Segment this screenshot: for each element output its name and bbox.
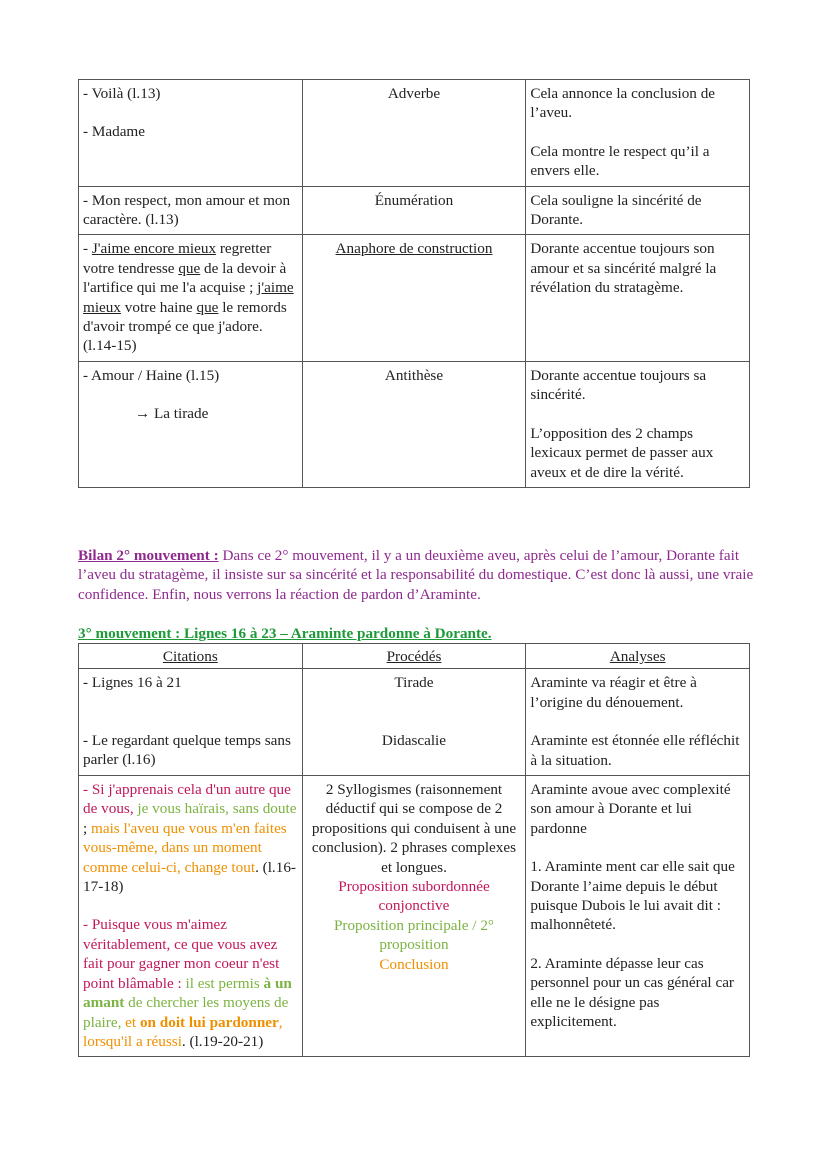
citation-cell <box>79 80 303 187</box>
citation-cell <box>79 776 303 1057</box>
subordinate-clause: - Si j'apprenais cela d'un autre que de vous, <box>83 781 291 818</box>
table-row <box>79 186 750 235</box>
citation-text: - Amour / Haine (l.15) <box>83 366 220 384</box>
analyse-text: 1. Araminte ment car elle sait que Dorante l’aime depuis le début puisque Dubois le lui avait dit : malhonnêteté. <box>530 858 735 934</box>
citation-text: . (l.16-17-18) <box>83 858 296 896</box>
citation-text: - Lignes 16 à 21 <box>83 674 182 692</box>
underlined-anaphora: que <box>196 298 219 316</box>
procede-text: Tirade <box>394 674 434 692</box>
procede-cell <box>302 669 526 776</box>
header-analyses <box>526 644 750 669</box>
analyse-cell <box>526 776 750 1057</box>
bilan-label: Bilan 2° mouvement : <box>78 547 219 564</box>
procede-text: Anaphore de construction <box>335 240 493 258</box>
procede-cell: Antithèse <box>302 361 526 487</box>
underlined-anaphora: j'aime mieux <box>83 279 294 316</box>
analyse-text: Araminte avoue avec complexité son amour à Dorante et lui pardonne <box>530 781 731 837</box>
analysis-table-mouvement-2 <box>78 79 750 488</box>
citation-text: → La tirade <box>135 405 209 423</box>
bilan-paragraph <box>78 546 758 604</box>
table-row <box>79 776 750 1057</box>
analyse-cell <box>526 669 750 776</box>
header-label: Citations <box>162 648 218 665</box>
citation-text: ; <box>83 819 92 837</box>
analyse-text: Cela montre le respect qu’il a envers elle. <box>530 142 710 180</box>
legend-main: Proposition principale / 2° proposition <box>333 916 494 954</box>
procede-text: Didascalie <box>381 731 447 749</box>
main-clause: il est permis <box>181 974 264 992</box>
table-row <box>79 80 750 187</box>
main-clause-bold: à un amant <box>83 974 292 1012</box>
header-procedes <box>302 644 526 669</box>
header-label: Analyses <box>609 648 666 665</box>
analyse-text: Araminte va réagir et être à l’origine du dénouement. <box>530 674 697 711</box>
citation-cell <box>79 361 303 487</box>
conclusion-clause: et <box>121 1013 140 1031</box>
subordinate-clause: - Puisque vous m'aimez véritablement, ce que vous avez fait pour gagner mon coeur n'est point blâmable : <box>83 916 280 992</box>
citation-cell: - Mon respect, mon amour et mon caractère. (l.13) <box>79 186 303 235</box>
table-row <box>79 361 750 487</box>
citation-text: - Madame <box>83 123 145 141</box>
citation-text: votre haine <box>120 298 197 316</box>
citation-text: - Le regardant quelque temps sans parler (l.16) <box>83 731 291 769</box>
citation-text: . (l.19-20-21) <box>181 1032 264 1050</box>
table-header-row <box>79 644 750 669</box>
header-citations <box>79 644 303 669</box>
section-title: 3° mouvement : Lignes 16 à 23 – Araminte pardonne à Dorante. <box>78 625 492 642</box>
conclusion-clause-bold: on doit lui pardonner <box>139 1013 279 1031</box>
analyse-text: Araminte est étonnée elle réfléchit à la situation. <box>530 732 740 769</box>
citation-cell <box>79 669 303 776</box>
analyse-text: 2. Araminte dépasse leur cas personnel pour un cas général car elle ne le désigne pas explicitement. <box>530 954 734 1031</box>
procede-cell <box>302 776 526 1057</box>
analyse-cell <box>526 80 750 187</box>
legend-conclusion: Conclusion <box>379 955 449 973</box>
citation-text: regretter votre tendresse <box>83 240 272 277</box>
legend-subordinate: Proposition subordonnée conjonctive <box>338 878 490 915</box>
analyse-cell: Cela souligne la sincérité de Dorante. <box>526 186 750 235</box>
citation-text: - Voilà (l.13) <box>83 85 161 102</box>
procede-cell <box>302 235 526 361</box>
procede-cell: Énumération <box>302 186 526 235</box>
analyse-text: Dorante accentue toujours sa sincérité. <box>530 366 707 404</box>
analyse-text: L’opposition des 2 champs lexicaux permet de passer aux aveux et de dire la vérité. <box>530 424 714 481</box>
citation-quote-2 <box>83 915 298 1051</box>
header-label: Procédés <box>386 648 442 665</box>
table-row <box>79 669 750 776</box>
bilan-text: Dans ce 2° mouvement, il y a un deuxième aveu, après celui de l’amour, Dorante fait l’aveu du stratagème, il insiste sur sa sincérité et la responsabilité du domestique. C’est donc là aussi, une vraie confidence. Enfin, nous verrons la réaction de pardon d’Araminte. <box>78 547 754 603</box>
conclusion-clause: mais l'aveu que vous m'en faites vous-même, dans un moment comme celui-ci, change tout <box>83 819 287 876</box>
citation-cell <box>79 235 303 361</box>
analyse-cell: Dorante accentue toujours son amour et sa sincérité malgré la révélation du stratagème. <box>526 235 750 361</box>
conclusion-clause: , lorsqu'il a réussi <box>83 1013 283 1050</box>
main-clause: je vous haïrais, sans doute <box>133 800 297 818</box>
procede-cell: Adverbe <box>302 80 526 187</box>
analyse-cell <box>526 361 750 487</box>
citation-text: le remords d'avoir trompé ce que j'adore. (l.14-15) <box>83 298 287 355</box>
table-row <box>79 235 750 361</box>
underlined-anaphora: que <box>178 259 201 277</box>
citation-text: de la devoir à l'artifice qui me l'a acquise ; <box>83 259 287 297</box>
citation-quote-1 <box>83 780 298 896</box>
procede-text: 2 Syllogismes (raisonnement déductif qui se compose de 2 propositions qui conduisent à une conclusion). 2 phrases complexes et longues. <box>311 781 517 876</box>
citation-text: - <box>83 240 92 258</box>
main-clause: de chercher les moyens de plaire, <box>83 994 289 1031</box>
analysis-table-mouvement-3 <box>78 643 750 1057</box>
underlined-anaphora: J'aime encore mieux <box>91 240 217 258</box>
analyse-text: Cela annonce la conclusion de l’aveu. <box>530 85 716 122</box>
